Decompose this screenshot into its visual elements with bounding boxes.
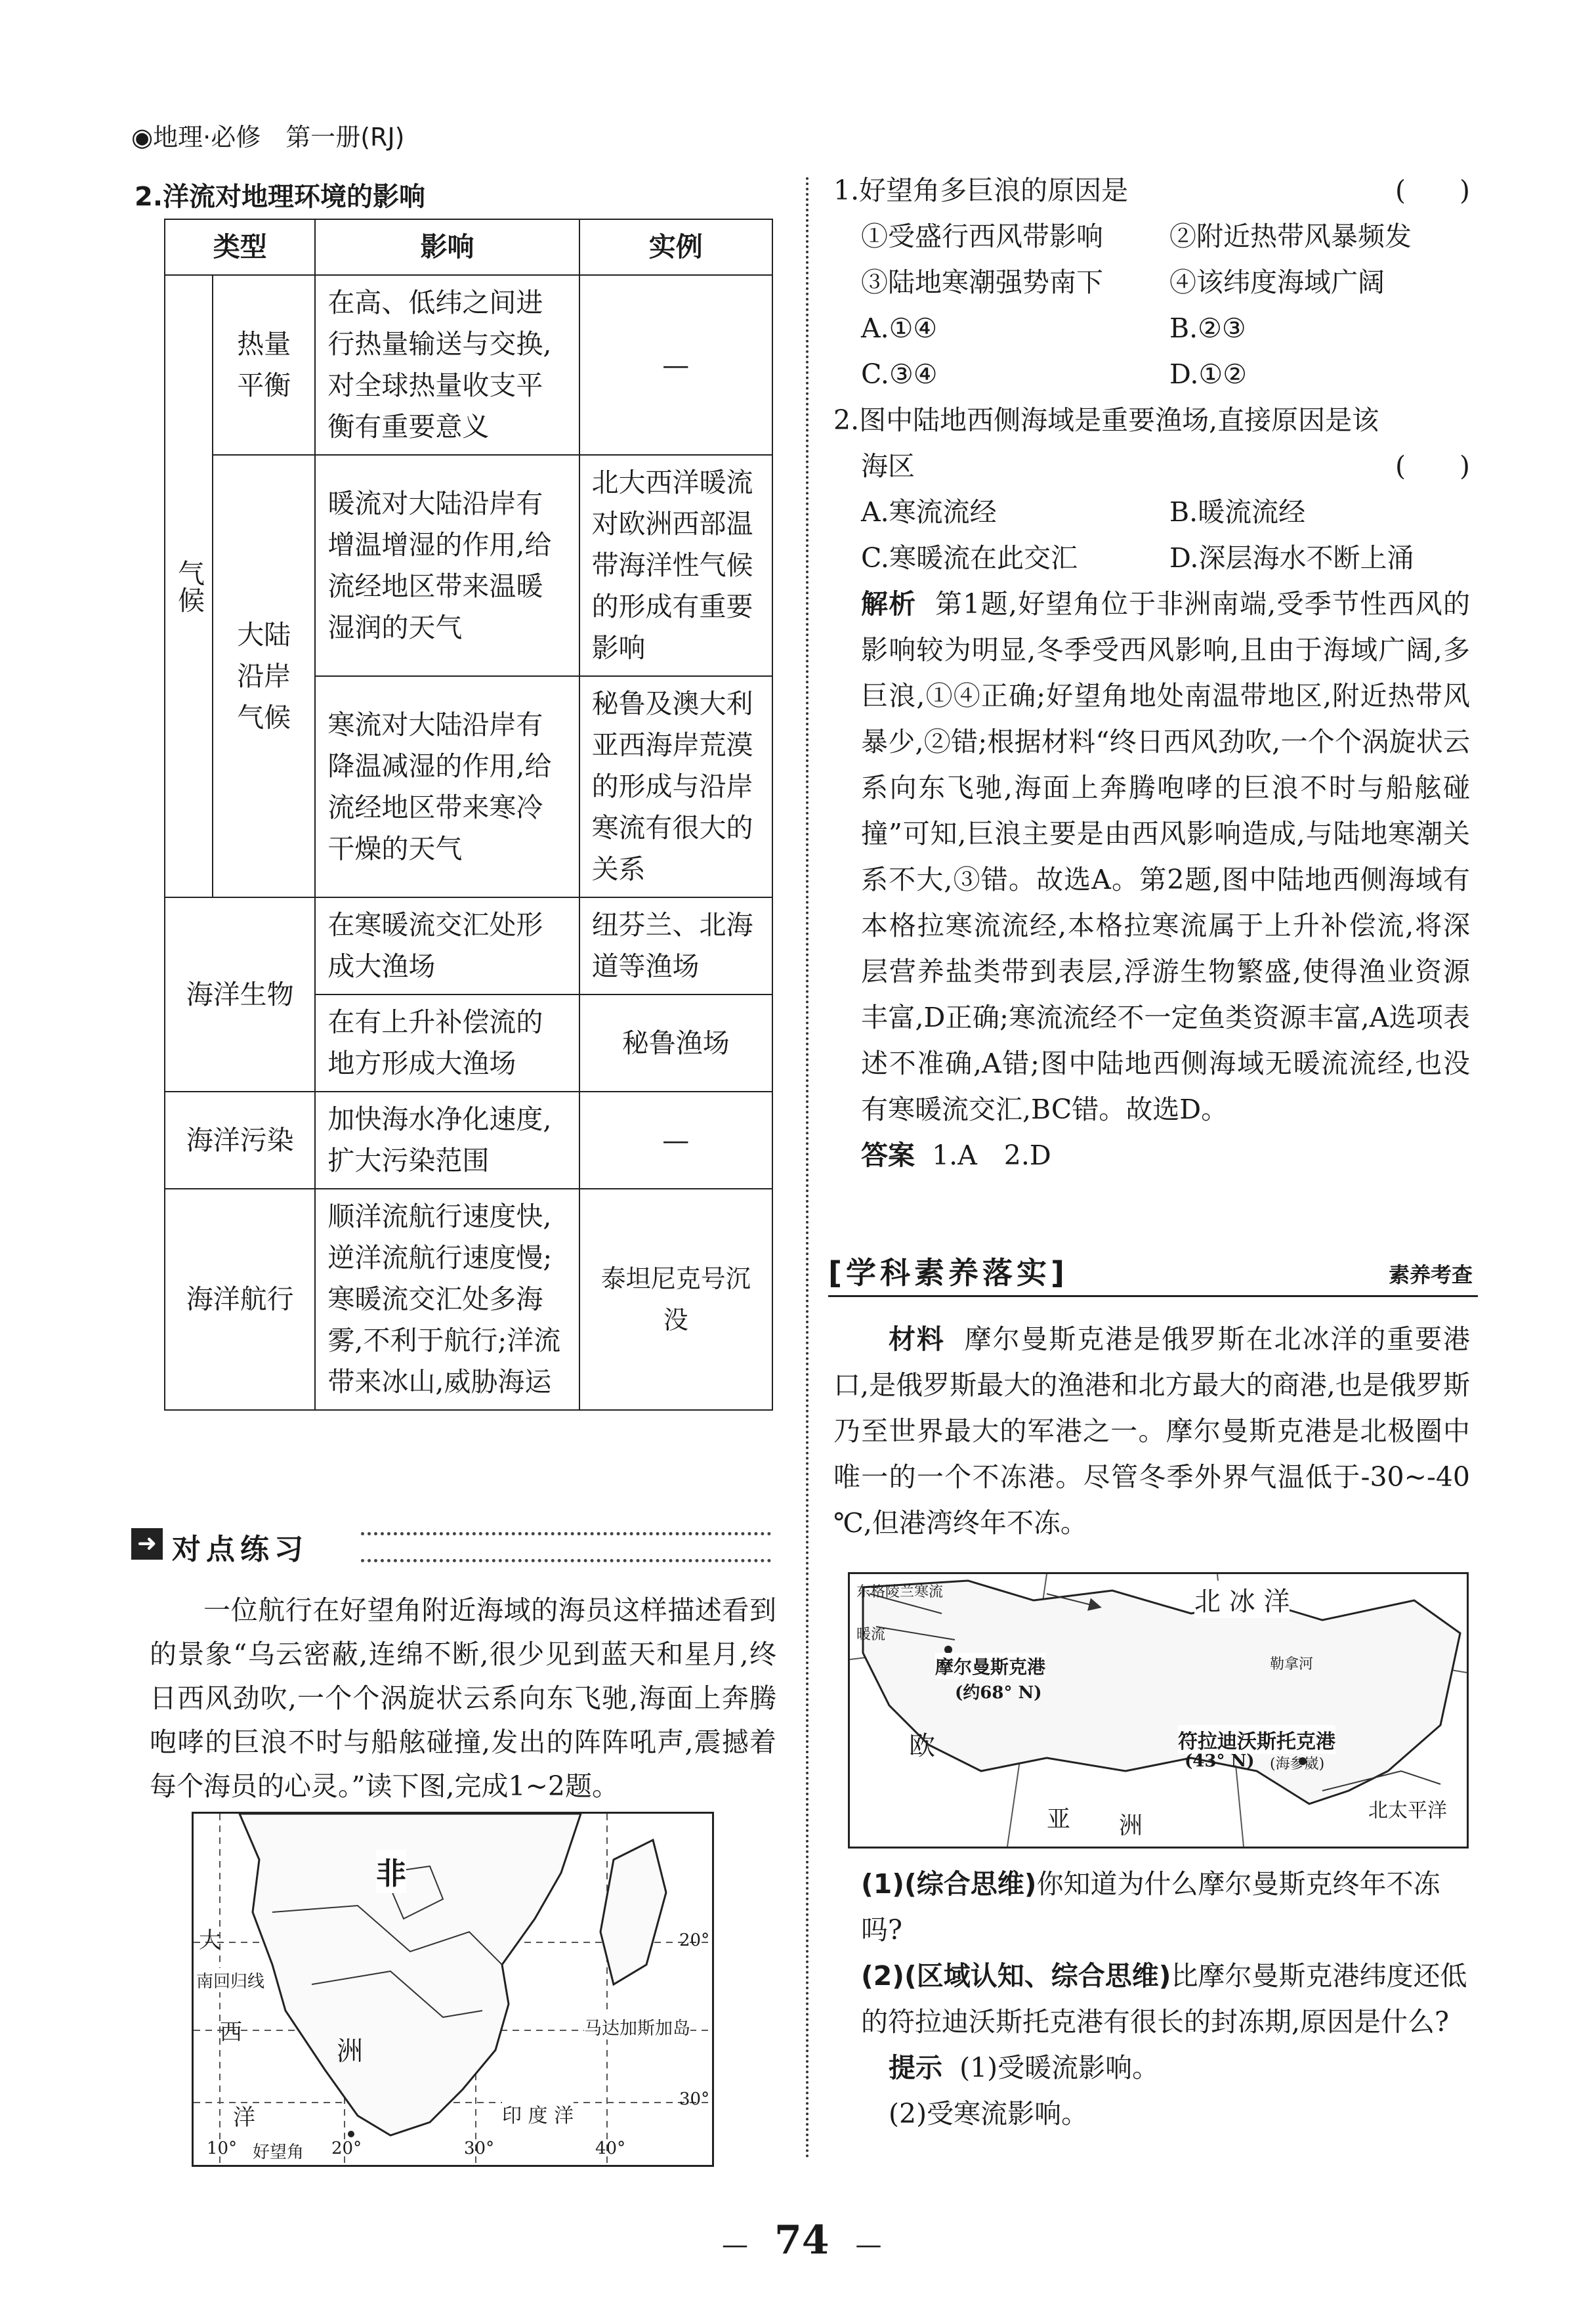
q1-opt-2: ②附近热带风暴频发 xyxy=(1169,221,1412,252)
q1-opts-row-2 xyxy=(833,259,1470,305)
literacy-q2-text: 比摩尔曼斯克港纬度还低的符拉迪沃斯托克港有很长的封冻期,原因是什么? xyxy=(861,1960,1467,2038)
map2-label-river: 勒拿河 xyxy=(1270,1656,1314,1673)
arrow-icon: ➜ xyxy=(131,1528,163,1560)
q1-choices-row-1 xyxy=(833,305,1470,351)
analysis-label: 解析 xyxy=(861,588,917,620)
q1-opt-4: ④该纬度海域广阔 xyxy=(1169,267,1385,298)
table-row xyxy=(165,275,772,455)
cold-effect: 寒流对大陆沿岸有降温减湿的作用,给流经地区带来寒冷干燥的天气 xyxy=(315,676,579,897)
map1-lon-40: 40° xyxy=(595,2139,626,2158)
map1-label-yang: 洋 xyxy=(233,2105,255,2131)
hint-row-2 xyxy=(833,2091,1470,2137)
map1-label-cape: 好望角 xyxy=(253,2143,304,2162)
map2-label-warm: 暖流 xyxy=(856,1627,886,1643)
answer-row xyxy=(833,1132,1470,1178)
column-divider xyxy=(806,177,808,2160)
q2-choice-d: D.深层海水不断上涌 xyxy=(1169,542,1414,574)
table-row xyxy=(165,455,772,676)
nav-label: 海洋航行 xyxy=(165,1189,315,1410)
answer-label: 答案 xyxy=(861,1140,915,1171)
q1-choice-a: A.①④ xyxy=(861,312,938,344)
q1-paren: ( ) xyxy=(1395,175,1470,206)
q2-choices-row-2 xyxy=(833,535,1470,581)
q2-stem-line2: 海区 xyxy=(861,450,915,482)
table-row xyxy=(165,1092,772,1189)
bio-effect-1: 在寒暖流交汇处形成大渔场 xyxy=(315,897,579,994)
table-header-row xyxy=(165,219,772,275)
climate-label: 气候 xyxy=(165,275,213,897)
pollution-example: — xyxy=(579,1092,772,1189)
material-label: 材料 xyxy=(889,1323,945,1355)
q2-choice-c: C.寒暖流在此交汇 xyxy=(861,542,1078,574)
q1-choice-b: B.②③ xyxy=(1169,312,1246,344)
literacy-banner-title: [学科素养落实] xyxy=(828,1255,1069,1291)
map2-label-vlad: 符拉迪沃斯托克港 xyxy=(1178,1725,1335,1754)
page-number: 74 xyxy=(774,2217,830,2263)
practice-banner xyxy=(131,1524,771,1565)
map2-label-arctic: 北 冰 洋 xyxy=(1194,1581,1290,1618)
map2-label-lat68: (约68° N) xyxy=(955,1683,1042,1703)
banner-dots xyxy=(361,1532,771,1562)
map1-lat-30: 30° xyxy=(679,2089,710,2109)
literacy-q2 xyxy=(833,1953,1470,2045)
q2-stem-line1: 2.图中陆地西侧海域是重要渔场,直接原因是该 xyxy=(833,404,1379,436)
section-title: 2.洋流对地理环境的影响 xyxy=(135,182,426,212)
q2-paren: ( ) xyxy=(1395,450,1470,482)
map2-label-sea: (海参崴) xyxy=(1270,1756,1325,1772)
questions-block xyxy=(833,167,1470,1178)
heat-balance-label: 热量平衡 xyxy=(213,275,315,455)
map1-label-da: 大 xyxy=(199,1927,221,1954)
literacy-q2-tag: (2)(区域认知、综合思维) xyxy=(861,1960,1171,1992)
table-row xyxy=(165,897,772,994)
material-paragraph xyxy=(833,1316,1470,1546)
map1-lon-30: 30° xyxy=(464,2139,495,2158)
heat-balance-example: — xyxy=(579,275,772,455)
table-row xyxy=(165,1189,772,1410)
q1-stem: 1.好望角多巨浪的原因是 xyxy=(833,175,1129,206)
ocean-current-table xyxy=(164,219,773,1411)
literacy-q1-text: 你知道为什么摩尔曼斯克终年不冻吗? xyxy=(861,1868,1440,1946)
map1-label-zhou: 洲 xyxy=(337,2036,363,2066)
q1-opt-1: ①受盛行西风带影响 xyxy=(861,221,1103,252)
pollution-label: 海洋污染 xyxy=(165,1092,315,1189)
material-text: 摩尔曼斯克港是俄罗斯在北冰洋的重要港口,是俄罗斯最大的渔港和北方最大的商港,也是俄罗斯乃至世界最大的军港之一。摩尔曼斯克港是北极圈中唯一的一个不冻港。尽管冬季外界气温低于-30~-40 ℃,但港湾终年不冻。 xyxy=(833,1323,1471,1539)
warm-example: 北大西洋暖流对欧洲西部温带海洋性气候的形成有重要影响 xyxy=(579,455,772,676)
russia-map xyxy=(848,1572,1469,1849)
practice-banner-title: 对点练习 xyxy=(172,1533,308,1566)
map1-lon-10: 10° xyxy=(207,2139,238,2158)
map2-label-murmansk: 摩尔曼斯克港 xyxy=(935,1653,1045,1679)
q1-opts-row-1 xyxy=(833,213,1470,259)
hint-row-1 xyxy=(833,2045,1470,2091)
page-number-row: — 74 — xyxy=(722,2217,882,2263)
literacy-banner xyxy=(828,1249,1478,1297)
map1-lon-20: 20° xyxy=(331,2139,362,2158)
header-effect: 影响 xyxy=(315,219,579,275)
literacy-q1 xyxy=(833,1861,1470,1953)
nav-effect: 顺洋流航行速度快,逆洋流航行速度慢;寒暖流交汇处多海雾,不利于航行;洋流带来冰山,威胁海运 xyxy=(315,1189,579,1410)
hint-1: (1)受暖流影响。 xyxy=(959,2052,1160,2084)
literacy-q1-tag: (1)(综合思维) xyxy=(861,1868,1037,1900)
q1-stem-row xyxy=(833,167,1470,213)
hint-label: 提示 xyxy=(889,2052,942,2084)
q1-opt-3: ③陆地寒潮强势南下 xyxy=(861,267,1103,298)
warm-effect: 暖流对大陆沿岸有增温增湿的作用,给流经地区带来温暖湿润的天气 xyxy=(315,455,579,676)
pollution-effect: 加快海水净化速度,扩大污染范围 xyxy=(315,1092,579,1189)
q1-choice-c: C.③④ xyxy=(861,358,938,390)
analysis-text: 第1题,好望角位于非洲南端,受季节性西风的影响较为明显,冬季受西风影响,且由于海域广阔,多巨浪,①④正确;好望角地处南温带地区,附近热带风暴少,②错;根据材料“终日西风劲吹,一个个涡旋状云系向东飞驰,海面上奔腾咆哮的巨浪不时与船舷碰撞”可知,巨浪主要是由西风影响造成,与陆地寒潮关系不大,③错。故选A。第2题,图中陆地西侧海域有本格拉寒流流经,本格拉寒流属于上升补偿流,将深层营养盐类带到表层,浮游生物繁盛,使得渔业资源丰富,D正确;寒流流经不一定鱼类资源丰富,A选项表述不准确,A错;图中陆地西侧海域无暖流流经,也没有寒暖流交汇,BC错。故选D。 xyxy=(861,588,1470,1125)
q2-stem-row xyxy=(833,443,1470,489)
map1-label-indian-ocean: 印 度 洋 xyxy=(502,2099,574,2128)
literacy-questions xyxy=(833,1861,1470,2137)
nav-example: 泰坦尼克号沉没 xyxy=(579,1189,772,1410)
cold-example: 秘鲁及澳大利亚西海岸荒漠的形成与沿岸寒流有很大的关系 xyxy=(579,676,772,897)
q1-choice-d: D.①② xyxy=(1169,358,1247,390)
answer-text: 1.A 2.D xyxy=(932,1140,1051,1171)
page-header: ◉地理·必修 第一册(RJ) xyxy=(131,123,405,152)
q1-choices-row-2 xyxy=(833,351,1470,397)
literacy-tag: 素养考查 xyxy=(1388,1262,1473,1287)
map1-label-africa: 非 xyxy=(376,1850,406,1893)
africa-map-graphic xyxy=(194,1814,712,2165)
bio-effect-2: 在有上升补偿流的地方形成大渔场 xyxy=(315,994,579,1092)
literacy-banner-text: 学科素养落实 xyxy=(846,1255,1051,1291)
bio-label: 海洋生物 xyxy=(165,897,315,1092)
header-type: 类型 xyxy=(165,219,315,275)
map2-label-zhou: 洲 xyxy=(1119,1812,1143,1839)
map2-label-ou: 欧 xyxy=(909,1731,935,1761)
practice-intro: 一位航行在好望角附近海域的海员这样描述看到的景象“乌云密蔽,连绵不断,很少见到蓝天和星月,终日西风劲吹,一个个涡旋状云系向东飞驰,海面上奔腾咆哮的巨浪不时与船舷碰撞,发出的阵阵吼声,震撼着每个海员的心灵。”读下图,完成1~2题。 xyxy=(150,1594,776,1802)
southern-africa-map xyxy=(192,1812,714,2167)
map1-lat-20: 20° xyxy=(679,1931,710,1950)
map1-label-xi: 西 xyxy=(220,2019,242,2045)
map1-label-tropic: 南回归线 xyxy=(196,1968,264,1992)
heat-balance-effect: 在高、低纬之间进行热量输送与交换,对全球热量收支平衡有重要意义 xyxy=(315,275,579,455)
map2-label-ea-current: 东格陵兰寒流 xyxy=(856,1584,944,1600)
q2-choice-b: B.暖流流经 xyxy=(1169,496,1306,528)
q2-choice-a: A.寒流流经 xyxy=(861,496,997,528)
map2-label-ya: 亚 xyxy=(1047,1806,1071,1833)
analysis-paragraph xyxy=(833,581,1470,1132)
bio-example-2: 秘鲁渔场 xyxy=(579,994,772,1092)
header-example: 实例 xyxy=(579,219,772,275)
q2-choices-row-1 xyxy=(833,489,1470,535)
map2-label-pacific: 北太平洋 xyxy=(1368,1794,1447,1823)
coastal-label: 大陆沿岸气候 xyxy=(213,455,315,897)
map2-label-lat43: (43° N) xyxy=(1185,1751,1255,1771)
bio-example-1: 纽芬兰、北海道等渔场 xyxy=(579,897,772,994)
hint-2: (2)受寒流影响。 xyxy=(889,2098,1089,2129)
map1-label-madagascar: 马达加斯加岛 xyxy=(584,2014,690,2040)
